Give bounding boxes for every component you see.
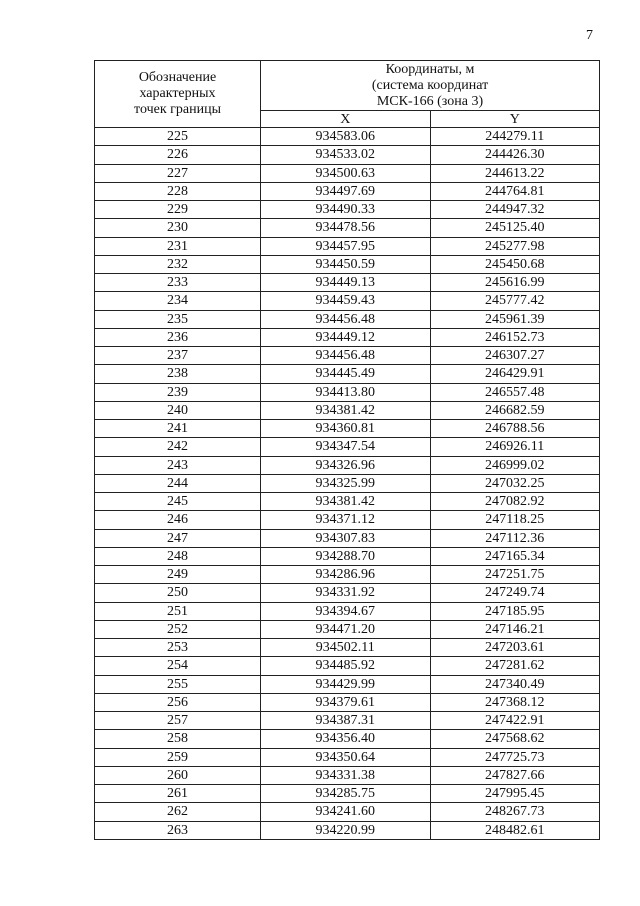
- table-row: [95, 383, 600, 401]
- y-cell: 246926.11: [430, 438, 600, 456]
- table-row: [95, 584, 600, 602]
- point-cell: 262: [95, 803, 261, 821]
- table-row: [95, 401, 600, 419]
- table-row: [95, 693, 600, 711]
- point-header-line: Обозначение: [138, 70, 217, 85]
- y-cell: 247422.91: [430, 712, 600, 730]
- table-row: [95, 620, 600, 638]
- y-cell: 244764.81: [430, 182, 600, 200]
- point-cell: 225: [95, 128, 261, 146]
- y-cell: 247112.36: [430, 529, 600, 547]
- x-cell: 934456.48: [261, 310, 431, 328]
- x-cell: 934471.20: [261, 620, 431, 638]
- table-row: [95, 566, 600, 584]
- point-cell: 236: [95, 328, 261, 346]
- x-cell: 934360.81: [261, 420, 431, 438]
- y-cell: 245961.39: [430, 310, 600, 328]
- x-cell: 934307.83: [261, 529, 431, 547]
- table-row: [95, 310, 600, 328]
- x-cell: 934413.80: [261, 383, 431, 401]
- table-row: [95, 493, 600, 511]
- table-row: [95, 766, 600, 784]
- point-cell: 233: [95, 274, 261, 292]
- x-cell: 934347.54: [261, 438, 431, 456]
- table-row: [95, 803, 600, 821]
- y-cell: 246999.02: [430, 456, 600, 474]
- table-row: [95, 237, 600, 255]
- y-cell: 247725.73: [430, 748, 600, 766]
- point-header-line: точек границы: [134, 102, 221, 117]
- table-row: [95, 657, 600, 675]
- point-cell: 261: [95, 785, 261, 803]
- x-cell: 934485.92: [261, 657, 431, 675]
- point-cell: 257: [95, 712, 261, 730]
- x-cell: 934490.33: [261, 201, 431, 219]
- coords-header-line: (система координат: [371, 77, 489, 93]
- point-header-line: характерных: [139, 86, 216, 101]
- y-cell: 245125.40: [430, 219, 600, 237]
- point-cell: 259: [95, 748, 261, 766]
- table-row: [95, 146, 600, 164]
- x-cell: 934497.69: [261, 182, 431, 200]
- table-header: [95, 61, 600, 128]
- y-cell: 247281.62: [430, 657, 600, 675]
- point-cell: 242: [95, 438, 261, 456]
- y-cell: 247251.75: [430, 566, 600, 584]
- table-row: [95, 547, 600, 565]
- point-cell: 245: [95, 493, 261, 511]
- point-cell: 235: [95, 310, 261, 328]
- y-cell: 244947.32: [430, 201, 600, 219]
- x-cell: 934379.61: [261, 693, 431, 711]
- x-cell: 934459.43: [261, 292, 431, 310]
- point-cell: 253: [95, 639, 261, 657]
- y-cell: 246682.59: [430, 401, 600, 419]
- point-cell: 249: [95, 566, 261, 584]
- y-cell: 247995.45: [430, 785, 600, 803]
- point-cell: 241: [95, 420, 261, 438]
- table-row: [95, 128, 600, 146]
- y-cell: 247827.66: [430, 766, 600, 784]
- y-cell: 246429.91: [430, 365, 600, 383]
- y-cell: 247340.49: [430, 675, 600, 693]
- point-cell: 240: [95, 401, 261, 419]
- point-cell: 231: [95, 237, 261, 255]
- table-row: [95, 748, 600, 766]
- x-cell: 934371.12: [261, 511, 431, 529]
- x-cell: 934500.63: [261, 164, 431, 182]
- y-cell: 247203.61: [430, 639, 600, 657]
- x-cell: 934583.06: [261, 128, 431, 146]
- point-cell: 251: [95, 602, 261, 620]
- y-cell: 246557.48: [430, 383, 600, 401]
- coords-header-line: Координаты, м: [385, 61, 475, 77]
- point-cell: 237: [95, 347, 261, 365]
- table-row: [95, 420, 600, 438]
- y-cell: 245777.42: [430, 292, 600, 310]
- table-row: [95, 639, 600, 657]
- y-cell: 245616.99: [430, 274, 600, 292]
- x-cell: 934331.92: [261, 584, 431, 602]
- x-cell: 934502.11: [261, 639, 431, 657]
- point-cell: 243: [95, 456, 261, 474]
- y-cell: 247568.62: [430, 730, 600, 748]
- x-cell: 934356.40: [261, 730, 431, 748]
- y-cell: 247118.25: [430, 511, 600, 529]
- x-cell: 934429.99: [261, 675, 431, 693]
- header-row-group: [95, 61, 600, 111]
- x-cell: 934325.99: [261, 474, 431, 492]
- point-cell: 232: [95, 255, 261, 273]
- point-cell: 256: [95, 693, 261, 711]
- table-row: [95, 511, 600, 529]
- y-column-header: Y: [430, 111, 600, 128]
- point-cell: 234: [95, 292, 261, 310]
- x-column-header: X: [261, 111, 431, 128]
- y-cell: 247165.34: [430, 547, 600, 565]
- y-cell: 247249.74: [430, 584, 600, 602]
- point-cell: 228: [95, 182, 261, 200]
- point-cell: 227: [95, 164, 261, 182]
- y-cell: 244426.30: [430, 146, 600, 164]
- x-cell: 934450.59: [261, 255, 431, 273]
- x-cell: 934220.99: [261, 821, 431, 839]
- x-cell: 934288.70: [261, 547, 431, 565]
- point-cell: 239: [95, 383, 261, 401]
- y-cell: 247146.21: [430, 620, 600, 638]
- point-cell: 255: [95, 675, 261, 693]
- x-cell: 934331.38: [261, 766, 431, 784]
- table-row: [95, 182, 600, 200]
- y-cell: 245277.98: [430, 237, 600, 255]
- x-cell: 934326.96: [261, 456, 431, 474]
- page-number: 7: [586, 28, 593, 43]
- y-cell: 246307.27: [430, 347, 600, 365]
- point-cell: 250: [95, 584, 261, 602]
- table-row: [95, 821, 600, 839]
- point-cell: 263: [95, 821, 261, 839]
- point-cell: 229: [95, 201, 261, 219]
- table-row: [95, 474, 600, 492]
- x-cell: 934381.42: [261, 401, 431, 419]
- x-cell: 934387.31: [261, 712, 431, 730]
- coords-header-line: МСК-166 (зона 3): [376, 93, 484, 109]
- x-cell: 934449.13: [261, 274, 431, 292]
- table-body: [95, 128, 600, 840]
- coordinates-table: [94, 60, 600, 840]
- y-cell: 247032.25: [430, 474, 600, 492]
- table-row: [95, 219, 600, 237]
- table-row: [95, 675, 600, 693]
- point-cell: 238: [95, 365, 261, 383]
- table-row: [95, 255, 600, 273]
- table-row: [95, 785, 600, 803]
- x-cell: 934457.95: [261, 237, 431, 255]
- y-cell: 246788.56: [430, 420, 600, 438]
- point-cell: 244: [95, 474, 261, 492]
- point-designation-header: [95, 61, 261, 128]
- point-cell: 260: [95, 766, 261, 784]
- x-cell: 934456.48: [261, 347, 431, 365]
- table-row: [95, 292, 600, 310]
- y-cell: 247185.95: [430, 602, 600, 620]
- x-cell: 934533.02: [261, 146, 431, 164]
- y-cell: 247368.12: [430, 693, 600, 711]
- point-cell: 254: [95, 657, 261, 675]
- point-cell: 252: [95, 620, 261, 638]
- y-cell: 245450.68: [430, 255, 600, 273]
- coordinates-header: [261, 61, 600, 111]
- point-cell: 248: [95, 547, 261, 565]
- point-cell: 230: [95, 219, 261, 237]
- x-cell: 934286.96: [261, 566, 431, 584]
- table-row: [95, 438, 600, 456]
- table-row: [95, 274, 600, 292]
- table-row: [95, 730, 600, 748]
- x-cell: 934445.49: [261, 365, 431, 383]
- y-cell: 248267.73: [430, 803, 600, 821]
- point-cell: 246: [95, 511, 261, 529]
- y-cell: 244613.22: [430, 164, 600, 182]
- x-cell: 934241.60: [261, 803, 431, 821]
- x-cell: 934449.12: [261, 328, 431, 346]
- table-row: [95, 712, 600, 730]
- table-row: [95, 602, 600, 620]
- y-cell: 248482.61: [430, 821, 600, 839]
- x-cell: 934350.64: [261, 748, 431, 766]
- y-cell: 244279.11: [430, 128, 600, 146]
- table-row: [95, 365, 600, 383]
- point-cell: 247: [95, 529, 261, 547]
- table-row: [95, 347, 600, 365]
- table-row: [95, 529, 600, 547]
- x-cell: 934285.75: [261, 785, 431, 803]
- x-cell: 934478.56: [261, 219, 431, 237]
- table-row: [95, 456, 600, 474]
- table-row: [95, 328, 600, 346]
- y-cell: 246152.73: [430, 328, 600, 346]
- y-cell: 247082.92: [430, 493, 600, 511]
- x-cell: 934381.42: [261, 493, 431, 511]
- point-cell: 258: [95, 730, 261, 748]
- table-row: [95, 164, 600, 182]
- table-row: [95, 201, 600, 219]
- x-cell: 934394.67: [261, 602, 431, 620]
- point-cell: 226: [95, 146, 261, 164]
